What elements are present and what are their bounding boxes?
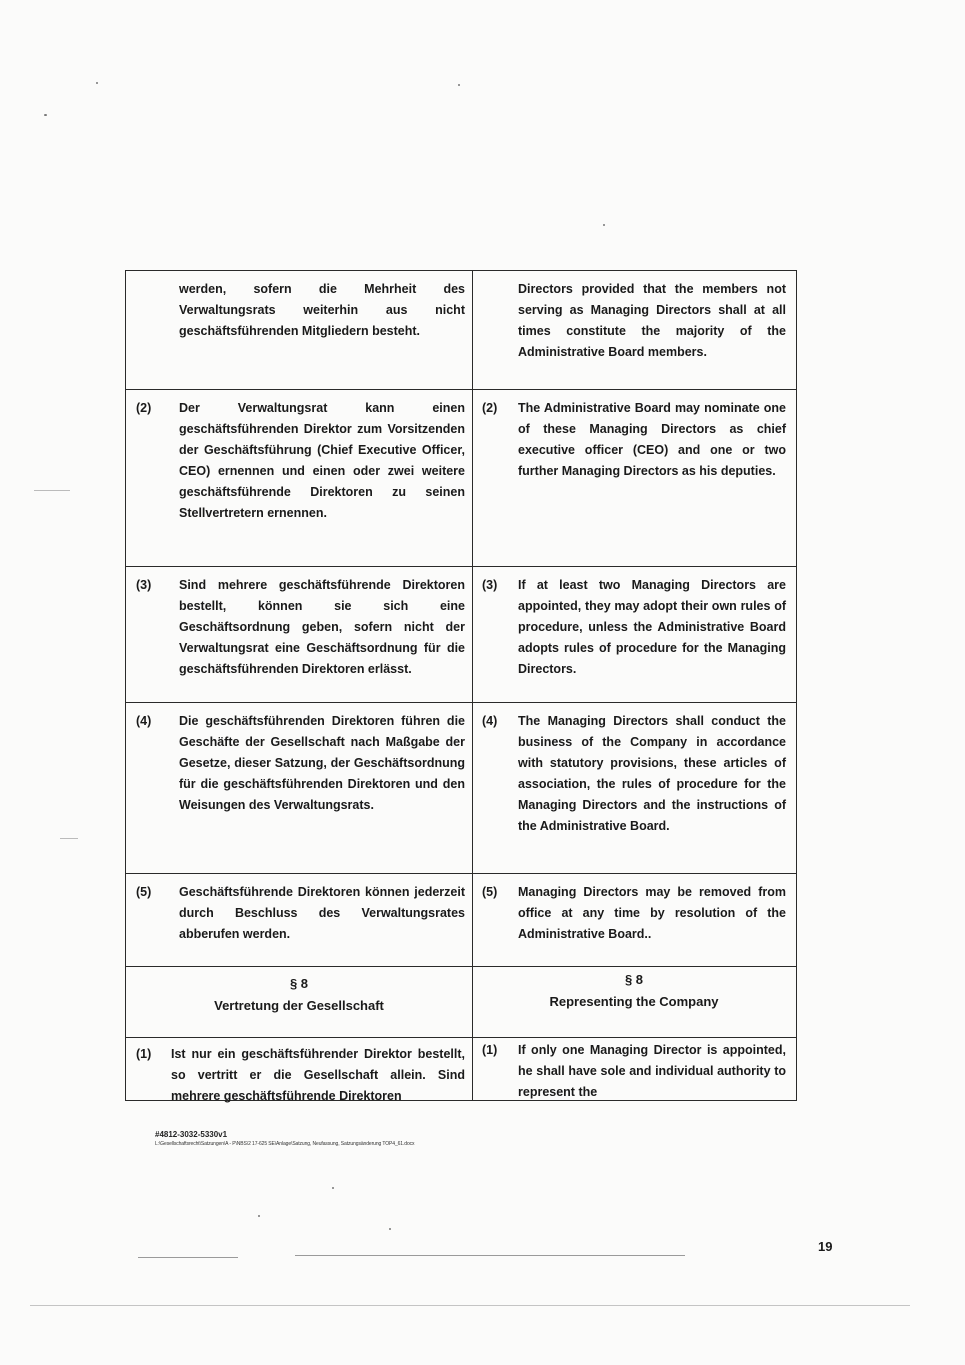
- clause-number: (3): [136, 578, 152, 592]
- scan-speck: [458, 84, 460, 86]
- clause-number: (4): [482, 714, 498, 728]
- file-path: L:\Gesellschaftsrecht\Satzungen\A - P\NBS\2 17-625 SE\Anlage\Satzung, Neufassung, Satzungsänderung TOP4_61.docx: [155, 1141, 415, 1147]
- section-title: Vertretung der Gesellschaft: [214, 998, 384, 1013]
- column-divider: [472, 271, 473, 389]
- section-number: § 8: [289, 976, 309, 991]
- clause-text: If only one Managing Director is appointed, he shall have sole and individual authority to represent the: [518, 1043, 786, 1099]
- clause-text: The Managing Directors shall conduct the business of the Company in accordance with statutory provisions, these articles of association, the rules of procedure for the Managing Directors and the instructions of the Administrative Board.: [518, 714, 786, 833]
- clause-number: (5): [482, 885, 498, 899]
- footer-rule: [138, 1257, 238, 1258]
- clause-number: (4): [136, 714, 152, 728]
- clause-text: Managing Directors may be removed from office at any time by resolution of the Administrative Board..: [518, 885, 786, 941]
- clause-number: (5): [136, 885, 152, 899]
- page-number: 19: [818, 1239, 833, 1254]
- section-heading-row: [126, 967, 796, 1038]
- scan-speck: [96, 82, 98, 84]
- clause-number: (2): [482, 401, 498, 415]
- clause-text: Die geschäftsführenden Direktoren führen die Geschäfte der Gesellschaft nach Maßgabe der Gesetze, dieser Satzung, der Geschäftsordnung für die geschäftsführenden Direktoren und den Weisungen des Verwaltungsrats.: [179, 714, 465, 812]
- scan-speck: [34, 490, 70, 491]
- clause-text: The Administrative Board may nominate one of these Managing Directors as chief executive officer (CEO) and one or two further Managing Directors as his deputies.: [518, 401, 786, 478]
- english-section-heading: [473, 969, 795, 1013]
- clause-text: Sind mehrere geschäftsführende Direktoren bestellt, können sie sich eine Geschäftsordnung geben, sofern nicht der Verwaltungsrat eine Geschäftsordnung für die geschäftsführenden Direktoren erlässt.: [179, 578, 465, 676]
- document-reference: #4812-3032-5330v1: [155, 1130, 228, 1139]
- section-number: § 8: [624, 972, 644, 987]
- clause-number: (2): [136, 401, 152, 415]
- clause-text: Directors provided that the members not serving as Managing Directors shall at all times constitute the majority of the Administrative Board members.: [518, 282, 786, 359]
- clause-text: werden, sofern die Mehrheit des Verwaltungsrats weiterhin aus nicht geschäftsführenden Mitgliedern besteht.: [179, 282, 465, 338]
- scan-speck: [389, 1228, 391, 1230]
- scan-speck: [332, 1187, 334, 1189]
- scan-speck: [44, 114, 47, 116]
- scan-speck: [258, 1215, 260, 1217]
- bilingual-table: [125, 270, 797, 1101]
- table-row: [126, 874, 796, 967]
- column-divider: [472, 703, 473, 873]
- clause-text: Ist nur ein geschäftsführender Direktor bestellt, so vertritt er die Gesellschaft allein. Sind mehrere geschäftsführende Direktoren: [171, 1047, 465, 1103]
- table-row: [126, 567, 796, 703]
- section-title: Representing the Company: [549, 994, 719, 1009]
- table-row: [126, 390, 796, 567]
- clause-text: Geschäftsführende Direktoren können jederzeit durch Beschluss des Verwaltungsrates abberufen werden.: [179, 885, 465, 941]
- table-row: [126, 1038, 796, 1101]
- clause-number: (1): [482, 1043, 498, 1057]
- scan-speck: [60, 838, 78, 839]
- column-divider: [472, 390, 473, 566]
- clause-number: (3): [482, 578, 498, 592]
- german-section-heading: [126, 973, 472, 1017]
- scan-speck: [603, 224, 605, 226]
- column-divider: [472, 874, 473, 966]
- table-row: [126, 703, 796, 874]
- footer-rule: [295, 1255, 685, 1256]
- clause-text: If at least two Managing Directors are appointed, they may adopt their own rules of procedure, unless the Administrative Board adopts rules of procedure for the Managing Directors.: [518, 578, 786, 676]
- clause-number: (1): [136, 1047, 152, 1061]
- clause-text: Der Verwaltungsrat kann einen geschäftsführenden Direktor zum Vorsitzenden der Geschäftsführung (Chief Executive Officer, CEO) ernennen und einen oder zwei weitere geschäftsführende Direktoren zu seinen Stellvertretern ernennen.: [179, 401, 465, 520]
- table-row: [126, 271, 796, 390]
- scan-edge-line: [30, 1305, 910, 1306]
- column-divider: [472, 567, 473, 702]
- column-divider: [472, 1038, 473, 1100]
